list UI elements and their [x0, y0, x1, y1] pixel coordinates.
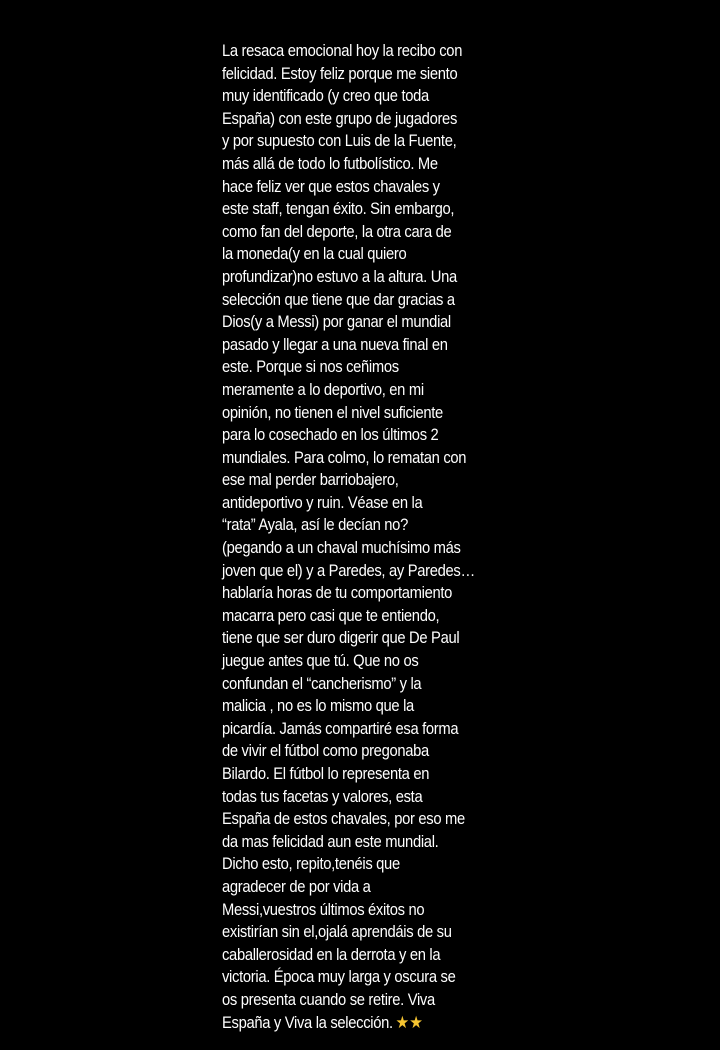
story-text-line: profundizar)no estuvo a la altura. Una	[222, 267, 457, 286]
story-text-line: Bilardo. El fútbol lo representa en	[222, 765, 430, 783]
story-text-line: España y Viva la selección.	[222, 1013, 393, 1032]
star-emoji-group	[396, 1012, 423, 1035]
story-text-line: os presenta cuando se retire. Viva	[222, 990, 435, 1009]
story-text-line: para lo cosechado en los últimos 2	[222, 426, 439, 445]
story-text-line: Dios(y a Messi) por ganar el mundial	[222, 313, 451, 332]
story-text-line: España de estos chavales, por eso me	[222, 810, 465, 829]
story-text-last-line	[222, 1012, 483, 1035]
story-text-line: da mas felicidad aun este mundial.	[222, 832, 439, 851]
story-text-line: joven que el) y a Paredes, ay Paredes…	[222, 561, 475, 580]
story-text-line: macarra pero casi que te entiendo,	[222, 606, 440, 625]
star-icon: ★	[395, 1012, 410, 1033]
story-text-line: picardía. Jamás compartiré esa forma	[222, 719, 459, 738]
story-text-line: juegue antes que tú. Que no os	[222, 652, 419, 671]
story-text-line: todas tus facetas y valores, esta	[222, 787, 423, 806]
story-text-line: confundan el “cancherismo” y la	[222, 674, 422, 693]
story-text-line: más allá de todo lo futbolístico. Me	[222, 154, 438, 173]
story-text-line: selección que tiene que dar gracias a	[222, 290, 455, 309]
story-text-line: ese mal perder barriobajero,	[222, 471, 399, 490]
story-text-line: tiene que ser duro digerir que De Paul	[222, 629, 460, 648]
story-text-line: felicidad. Estoy feliz porque me siento	[222, 64, 458, 83]
story-text-line: de vivir el fútbol como pregonaba	[222, 742, 429, 761]
story-text-line: meramente a lo deportivo, en mi	[222, 380, 424, 399]
story-text-line: existirían sin el,ojalá aprendáis de su	[222, 923, 452, 942]
story-text-line: caballerosidad en la derrota y en la	[222, 945, 441, 964]
story-text-line: y por supuesto con Luis de la Fuente,	[222, 132, 457, 151]
story-text-line: este. Porque si nos ceñimos	[222, 358, 399, 377]
story-text-line: La resaca emocional hoy la recibo con	[222, 42, 463, 60]
story-text-line: (pegando a un chaval muchísimo más	[222, 539, 461, 558]
story-text-line: como fan del deporte, la otra cara de	[222, 222, 452, 241]
story-text-line: antideportivo y ruin. Véase en la	[222, 493, 423, 512]
story-text-line: “rata” Ayala, así le decían no?	[222, 516, 408, 535]
story-text-line: España) con este grupo de jugadores	[222, 109, 458, 128]
story-text-line: opinión, no tienen el nivel suficiente	[222, 403, 443, 422]
story-text-line: este staff, tengan éxito. Sin embargo,	[222, 200, 455, 219]
story-text-line: la moneda(y en la cual quiero	[222, 245, 407, 264]
story-text-block	[222, 40, 483, 1034]
story-text-line: malicia , no es lo mismo que la	[222, 697, 414, 716]
story-text-line: hablaría horas de tu comportamiento	[222, 584, 453, 603]
story-text-line: Messi,vuestros últimos éxitos no	[222, 900, 425, 919]
story-text-line: agradecer de por vida a	[222, 877, 371, 896]
story-text-line: pasado y llegar a una nueva final en	[222, 335, 448, 354]
star-icon: ★	[409, 1012, 423, 1033]
story-text-line: hace feliz ver que estos chavales y	[222, 177, 440, 196]
story-text-line: mundiales. Para colmo, lo rematan con	[222, 448, 467, 467]
story-text-line: victoria. Época muy larga y oscura se	[222, 968, 456, 987]
story-text-line: muy identificado (y creo que toda	[222, 87, 429, 106]
story-text-line: Dicho esto, repito,tenéis que	[222, 855, 400, 874]
